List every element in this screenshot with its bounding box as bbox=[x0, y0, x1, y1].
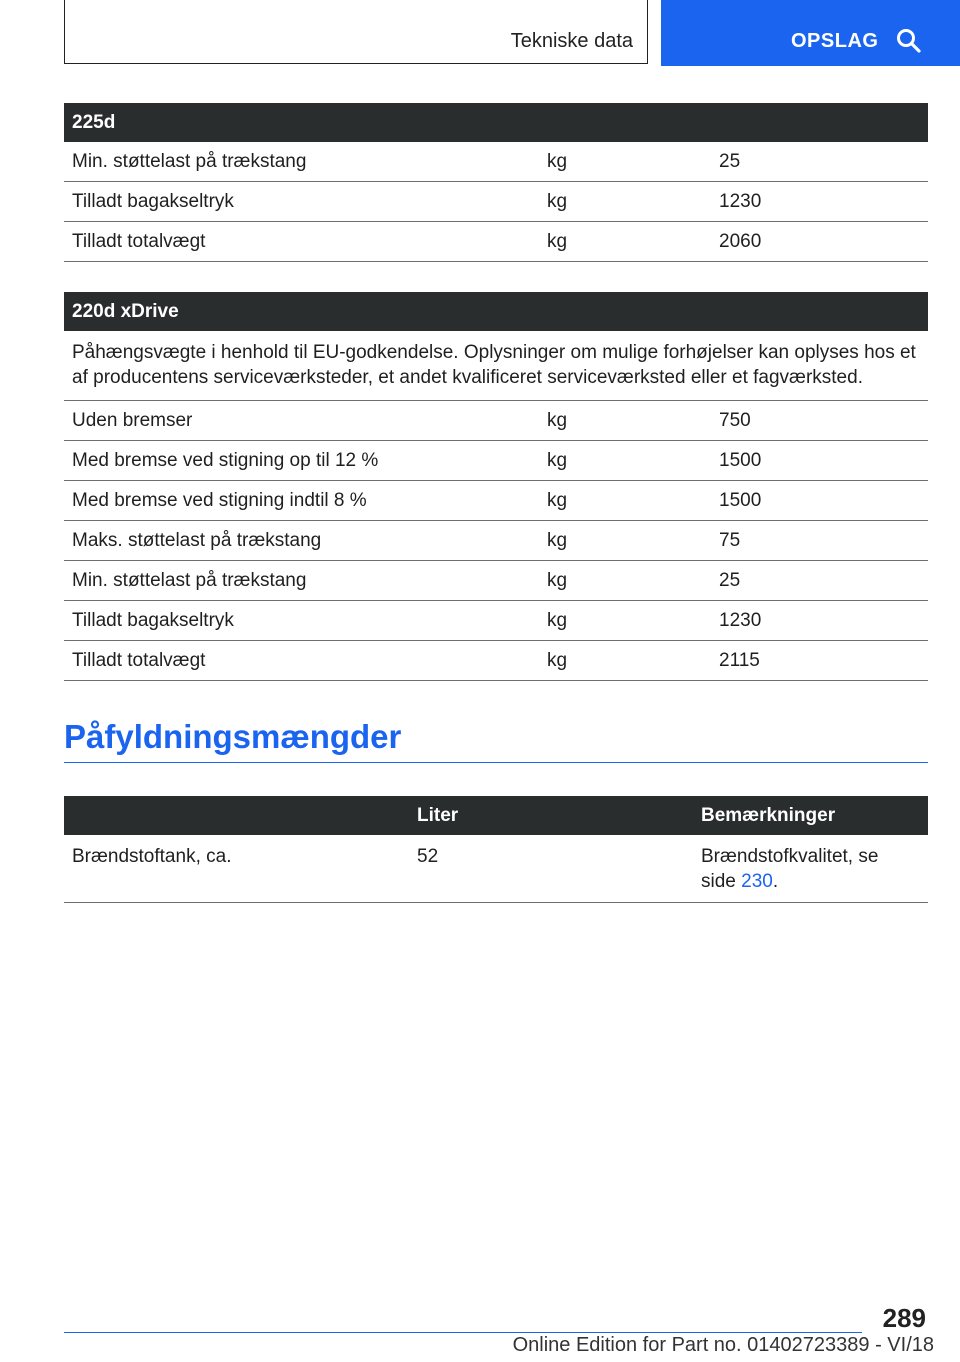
search-button[interactable] bbox=[661, 0, 960, 66]
table-row bbox=[64, 222, 928, 262]
header-notes: Bemærkninger bbox=[693, 796, 928, 835]
table-title: 225d bbox=[64, 103, 928, 142]
row-unit: kg bbox=[539, 222, 711, 262]
spec-table-225d bbox=[64, 103, 928, 262]
header-liter: Liter bbox=[409, 796, 693, 835]
search-label: OPSLAG bbox=[791, 30, 879, 52]
row-value: 2060 bbox=[711, 222, 928, 262]
row-value: 1500 bbox=[711, 481, 928, 521]
footer-divider bbox=[64, 1332, 862, 1333]
footer-edition: Online Edition for Part no. 01402723389 - VI/18 bbox=[512, 1334, 934, 1356]
row-value: 750 bbox=[711, 401, 928, 441]
row-unit: kg bbox=[539, 182, 711, 222]
row-value: 1230 bbox=[711, 601, 928, 641]
row-value: 1500 bbox=[711, 441, 928, 481]
row-unit: kg bbox=[539, 142, 711, 182]
row-value: 25 bbox=[711, 561, 928, 601]
row-label: Tilladt totalvægt bbox=[64, 222, 539, 262]
row-value: 2115 bbox=[711, 641, 928, 681]
table-row bbox=[64, 835, 928, 903]
row-unit: kg bbox=[539, 561, 711, 601]
row-value: 75 bbox=[711, 521, 928, 561]
row-unit: kg bbox=[539, 601, 711, 641]
spec-table-220d-xdrive bbox=[64, 292, 928, 681]
section-heading: Påfyldningsmængder bbox=[64, 718, 402, 755]
table-row bbox=[64, 481, 928, 521]
row-value: 25 bbox=[711, 142, 928, 182]
row-label: Uden bremser bbox=[64, 401, 539, 441]
table-row bbox=[64, 561, 928, 601]
row-label: Tilladt totalvægt bbox=[64, 641, 539, 681]
table-row bbox=[64, 142, 928, 182]
row-label: Min. støttelast på trækstang bbox=[64, 142, 539, 182]
search-icon bbox=[896, 28, 922, 54]
section-divider bbox=[64, 762, 928, 763]
header-empty bbox=[64, 796, 409, 835]
section-tab[interactable] bbox=[64, 0, 648, 64]
table-row bbox=[64, 641, 928, 681]
row-label: Med bremse ved stigning indtil 8 % bbox=[64, 481, 539, 521]
row-label: Tilladt bagakseltryk bbox=[64, 601, 539, 641]
table-row bbox=[64, 521, 928, 561]
row-label: Brændstoftank, ca. bbox=[64, 835, 409, 903]
table-row bbox=[64, 601, 928, 641]
table-note: Påhængsvægte i henhold til EU-godkendelse. Oplysninger om mulige forhøjelser kan oplyses hos et af producentens serviceværksteder, et andet kvalificeret serviceværksted eller et fagværksted. bbox=[64, 331, 928, 401]
row-label: Med bremse ved stigning op til 12 % bbox=[64, 441, 539, 481]
table-row bbox=[64, 441, 928, 481]
page-number: 289 bbox=[882, 1303, 926, 1333]
row-unit: kg bbox=[539, 401, 711, 441]
section-tab-label: Tekniske data bbox=[510, 30, 633, 52]
row-label: Min. støttelast på trækstang bbox=[64, 561, 539, 601]
row-unit: kg bbox=[539, 481, 711, 521]
row-unit: kg bbox=[539, 441, 711, 481]
page-link[interactable]: 230 bbox=[741, 871, 773, 892]
note-period: . bbox=[772, 871, 779, 892]
note-text: Brændstofkvalitet, se bbox=[701, 846, 879, 867]
row-value: 52 bbox=[409, 835, 693, 903]
table-row bbox=[64, 401, 928, 441]
row-note bbox=[693, 835, 928, 903]
note-side: side bbox=[701, 871, 736, 892]
row-value: 1230 bbox=[711, 182, 928, 222]
fill-quantities-table bbox=[64, 796, 928, 903]
table-note-row bbox=[64, 331, 928, 401]
table-title: 220d xDrive bbox=[64, 292, 928, 331]
table-row bbox=[64, 182, 928, 222]
row-unit: kg bbox=[539, 521, 711, 561]
row-label: Maks. støttelast på trækstang bbox=[64, 521, 539, 561]
row-unit: kg bbox=[539, 641, 711, 681]
row-label: Tilladt bagakseltryk bbox=[64, 182, 539, 222]
